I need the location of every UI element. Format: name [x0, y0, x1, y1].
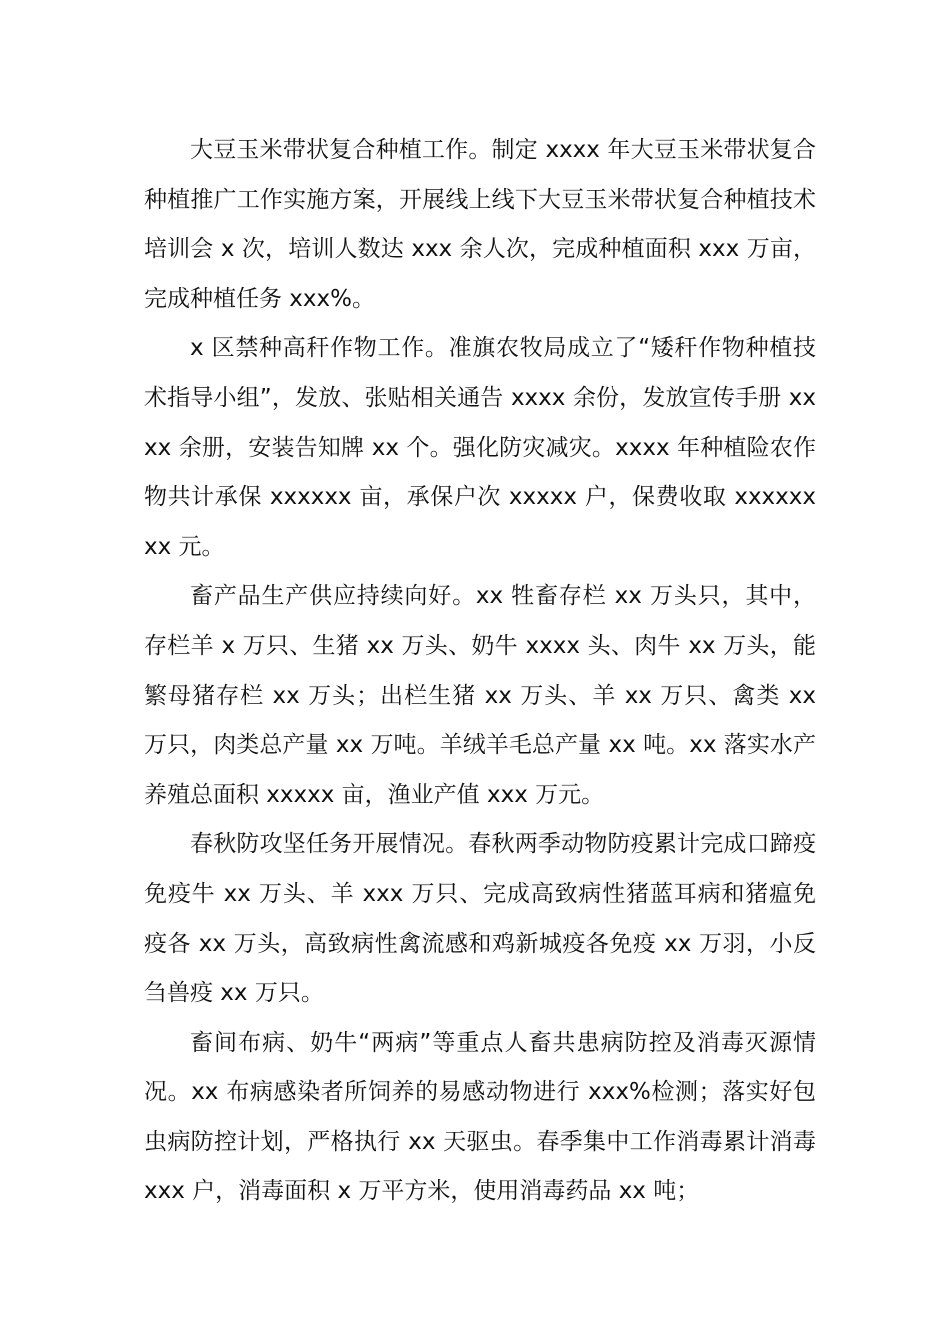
paragraph-zoonosis-control: 畜间布病、奶牛“两病”等重点人畜共患病防控及消毒灭源情况。xx 布病感染者所饲养的易感动物进行 xxx%检测；落实好包虫病防控计划，严格执行 xx 天驱虫。春季集中工作消毒累计消毒 xxx 户，消毒面积 x 万平方米，使用消毒药品 xx 吨； [144, 1029, 816, 1205]
paragraph-livestock-supply: 畜产品生产供应持续向好。xx 牲畜存栏 xx 万头只，其中，存栏羊 x 万只、生猪 xx 万头、奶牛 xxxx 头、肉牛 xx 万头，能繁母猪存栏 xx 万头；出栏生猪 xx 万头、羊 xx 万只、禽类 xx 万只，肉类总产量 xx 万吨。羊绒羊毛总产量 xx 吨。xx 落实水产养殖总面积 xxxxx 亩，渔业产值 xxx 万元。 [144, 583, 816, 808]
paragraph-tall-crop-ban: x 区禁种高秆作物工作。准旗农牧局成立了“矮秆作物种植技术指导小组”，发放、张贴相关通告 xxxx 余份，发放宣传手册 xxxx 余册，安装告知牌 xx 个。强化防灾减灾。xxxx 年种植险农作物共计承保 xxxxxx 亩，承保户次 xxxxx 户，保费收取 xxxxxxxx 元。 [144, 335, 816, 560]
document-body [144, 126, 816, 1217]
paragraph-soybean-corn: 大豆玉米带状复合种植工作。制定 xxxx 年大豆玉米带状复合种植推广工作实施方案，开展线上线下大豆玉米带状复合种植技术培训会 x 次，培训人数达 xxx 余人次，完成种植面积 xxx 万亩，完成种植任务 xxx%。 [144, 137, 816, 312]
paragraph-epidemic-prevention: 春秋防攻坚任务开展情况。春秋两季动物防疫累计完成口蹄疫免疫牛 xx 万头、羊 xxx 万只、完成高致病性猪蓝耳病和猪瘟免疫各 xx 万头，高致病性禽流感和鸡新城疫各免疫 xx 万羽，小反刍兽疫 xx 万只。 [144, 831, 816, 1007]
